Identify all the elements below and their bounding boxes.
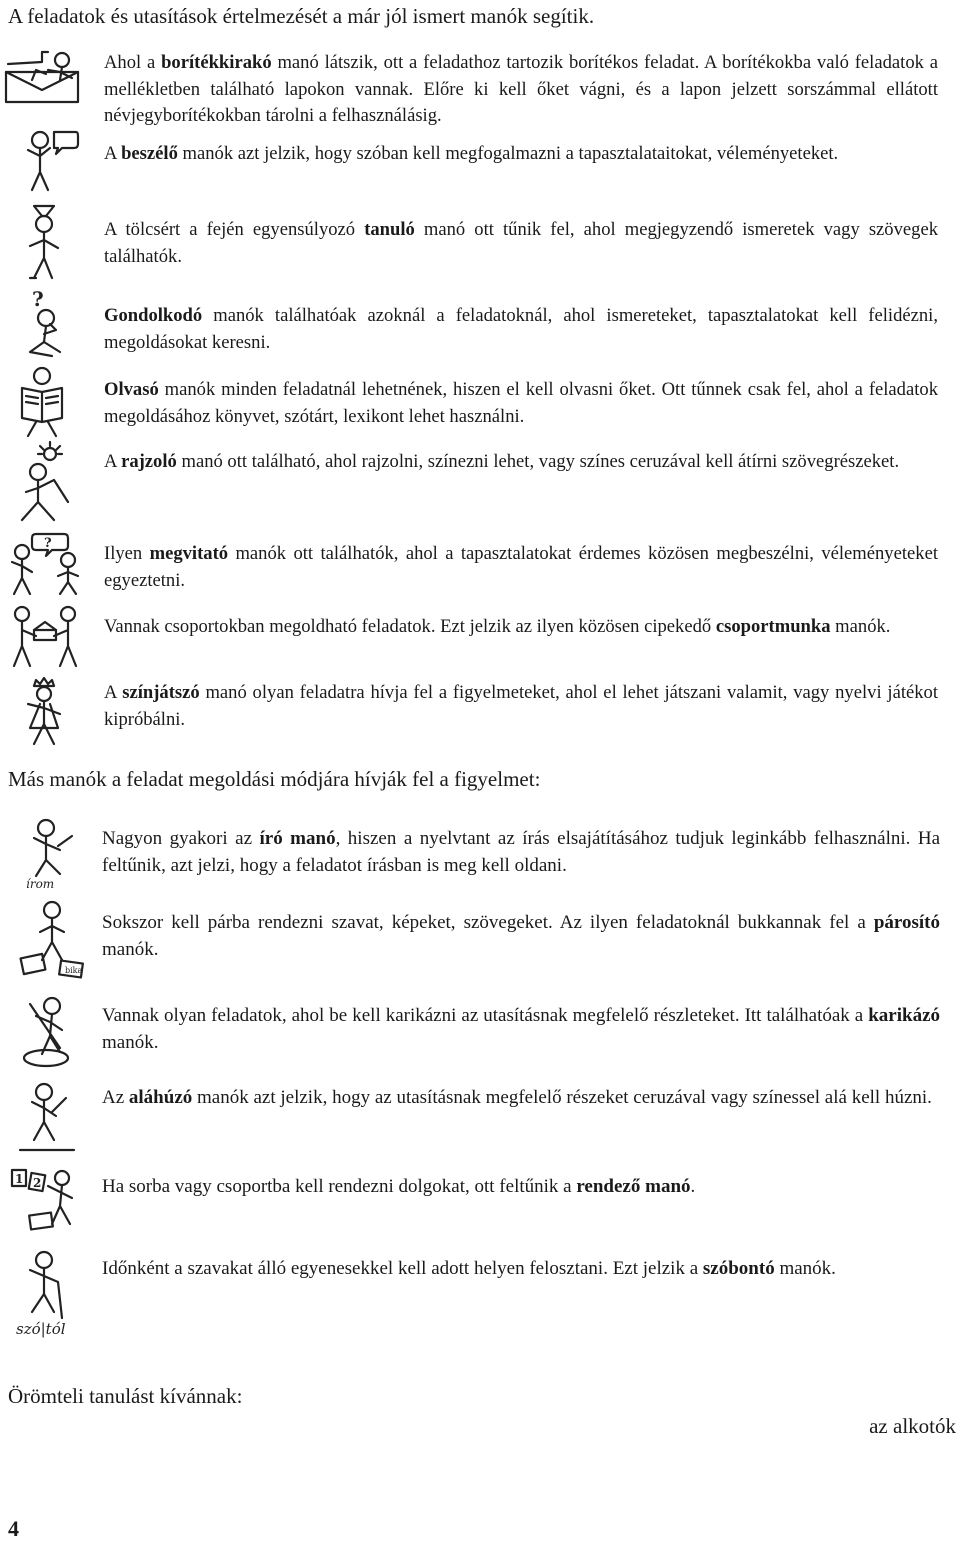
speaking-elf-icon (20, 128, 80, 194)
writing-elf-icon (20, 818, 86, 890)
discussing-elves-icon (6, 532, 82, 596)
learning-elf-icon (20, 202, 70, 284)
ordering-elf-icon (10, 1168, 84, 1232)
pairing-elf-icon (16, 900, 86, 980)
entry-speaking: A beszélő manók azt jelzik, hogy szóban kell megfogalmazni a tapasztalataitokat, véleményeteket. (104, 143, 839, 164)
entry-reading: Olvasó manók minden feladatnál lehetnének, hiszen el kell olvasni őket. Ott tűnnek csak fel, ahol a feladatok megoldásához könyvet, szótárt, lexikont lehet használni. (104, 379, 938, 427)
entry-acting: A színjátszó manó olyan feladatra hívja fel a figyelmeteket, ahol el lehet játszani valamit, vagy nyelvi játékot kipróbálni. (104, 682, 938, 730)
envelope-elf-icon (2, 50, 84, 108)
acting-elf-icon (20, 678, 70, 748)
group-work-elves-icon (8, 604, 84, 670)
closing-text: Örömteli tanulást kívánnak: (8, 1384, 243, 1408)
entry-learning: A tölcsért a fején egyensúlyozó tanuló manó ott tűnik fel, ahol megjegyzendő ismeretek vagy szövegek találhatók. (104, 219, 938, 267)
page-number: 4 (8, 1516, 19, 1541)
word-splitting-elf-icon (14, 1248, 86, 1338)
svg-text:?: ? (44, 536, 52, 551)
svg-text:bika: bika (65, 966, 83, 975)
svg-text:írom: írom (26, 877, 55, 891)
entry-word-splitting: Időnként a szavakat álló egyenesekkel kell adott helyen felosztani. Ezt jelzik a szóbontó manók. (102, 1258, 836, 1279)
entry-group-work: Vannak csoportokban megoldható feladatok. Ezt jelzik az ilyen közösen cipekedő csoportmunka manók. (104, 616, 891, 637)
entry-envelope: Ahol a borítékkirakó manó látszik, ott a feladathoz tartozik borítékos feladat. A borítékokba való feladatok a mellékletben található lapokon vannak. Előre ki kell őket vágni, és a lapon jelzett sorszámmal ellátott névjegyborítékokban tárolni a felhasználásig. (104, 52, 938, 126)
svg-text:szó|tól: szó|tól (16, 1320, 66, 1338)
section-heading: Más manók a feladat megoldási módjára hívják fel a figyelmet: (8, 767, 541, 791)
svg-text:2: 2 (33, 1176, 42, 1190)
drawing-elf-icon (10, 440, 76, 524)
svg-text:1: 1 (15, 1172, 24, 1186)
entry-drawing: A rajzoló manó ott található, ahol rajzolni, színezni lehet, vagy színes ceruzával kell átírni szövegrészeket. (104, 451, 900, 472)
circling-elf-icon (16, 996, 80, 1068)
entry-thinking: Gondolkodó manók találhatóak azoknál a feladatoknál, ahol ismereteket, tapasztalatokat kell felidézni, megoldásokat keresni. (104, 305, 938, 353)
entry-discussing: Ilyen megvitató manók ott találhatók, ahol a tapasztalatokat érdemes közösen megbeszélni, véleményeteket egyeztetni. (104, 543, 938, 591)
svg-text:?: ? (32, 287, 44, 311)
reading-elf-icon (14, 366, 70, 438)
signature-text: az alkotók (869, 1414, 956, 1438)
entry-writing: Nagyon gyakori az író manó, hiszen a nyelvtant az írás elsajátításához tudjuk leginkább felhasználni. Ha feltűnik, azt jelzi, hogy a feladatot írásban is meg kell oldani. (102, 828, 941, 876)
entry-circling: Vannak olyan feladatok, ahol be kell karikázni az utasításnak megfelelő részleteket. Itt találhatóak a karikázó manók. (102, 1005, 940, 1053)
thinking-elf-icon (20, 286, 70, 362)
entry-underlining: Az aláhúzó manók azt jelzik, hogy az utasításnak megfelelő részeket ceruzával vagy színessel alá kell húzni. (102, 1087, 932, 1108)
underlining-elf-icon (14, 1082, 80, 1156)
entry-ordering: Ha sorba vagy csoportba kell rendezni dolgokat, ott feltűnik a rendező manó. (102, 1176, 696, 1197)
intro-text: A feladatok és utasítások értelmezését a már jól ismert manók segítik. (8, 4, 595, 28)
entry-pairing: Sokszor kell párba rendezni szavat, képeket, szövegeket. Az ilyen feladatoknál bukkannak fel a párosító manók. (102, 912, 940, 960)
